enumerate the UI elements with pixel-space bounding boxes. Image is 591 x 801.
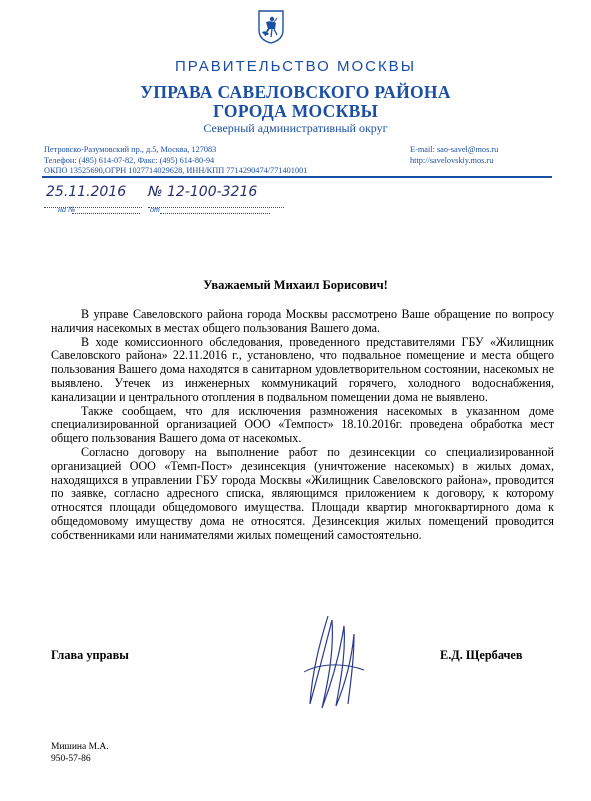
- paragraph-1: В управе Савеловского района города Москвы рассмотрено Ваше обращение по вопросу наличия насекомых в местах общего пользования Вашего дома.: [51, 307, 554, 335]
- paragraph-2: В ходе комиссионного обследования, проведенного представителями ГБУ «Жилищник Савеловского района» 22.11.2016 г., установлено, что подвальное помещение и места общего пользования Вашего дома находятся в санитарном удовлетворительном состоянии, насекомых не выявлено. Утечек из инженерных коммуникаций горячего, холодного водоснабжения, канализации и центрального отопления в подвальном помещении дома не выявлено.: [51, 334, 554, 404]
- executor-name: Мишина М.А.: [51, 742, 109, 752]
- executor-phone: 950-57-86: [51, 754, 91, 764]
- header-divider: [42, 176, 552, 178]
- paragraph-3: Также сообщаем, что для исключения размножения насекомых в указанном доме специализированной организацией ООО «Темпост» 18.10.2016г. проведена обработка мест общего пользования Вашего дома от насекомых.: [51, 403, 554, 446]
- email: E-mail: sao-savel@mos.ru: [410, 145, 499, 154]
- address: Петровско-Разумовский пр., д.5, Москва, 127083: [44, 145, 217, 154]
- reference-from: от: [150, 205, 160, 214]
- paragraph-4: Согласно договору на выполнение работ по дезинсекции со специализированной организацией ООО «Темп-Пост» дезинсекция (уничтожение насекомых) в жилых домах, находящихся в управлении ГБУ города Москвы «Жилищник Савеловского района», проводится по заявке, согласно адресного списка, являющимся приложением к договору, к которому относятся площади общедомового имущества. Площади квартир многоквартирного дома к общедомовому имуществу дома не относятся. Дезинсекция жилых помещений проводится собственниками или нанимателями жилых помещений самостоятельно.: [51, 444, 554, 542]
- registration-date: 25.11.2016: [46, 184, 127, 200]
- organization-name-line-2: ГОРОДА МОСКВЫ: [212, 101, 379, 121]
- registration-number: № 12-100-3216: [148, 184, 258, 200]
- organization-name: [0, 83, 591, 121]
- signature: [298, 612, 370, 712]
- contact-block-left: [44, 145, 307, 177]
- moscow-coat-of-arms-icon: [258, 10, 284, 44]
- government-title: ПРАВИТЕЛЬСТВО МОСКВЫ: [175, 58, 416, 75]
- greeting: Уважаемый Михаил Борисович!: [203, 278, 388, 292]
- executor-info: [51, 741, 109, 765]
- phone-fax: Телефон: (495) 614-07-82, Факс: (495) 614-80-94: [44, 155, 215, 165]
- reference-date-field: [160, 203, 270, 214]
- registration-codes: ОКПО 13525690,ОГРН 1027714029628, ИНН/КПП 7714290474/771401001: [44, 166, 308, 175]
- letter-body: [51, 308, 554, 543]
- district-name: Северный административный округ: [203, 121, 388, 135]
- website: http://savelovskiy.mos.ru: [410, 155, 494, 165]
- contact-block-right: [410, 145, 498, 166]
- signatory-name: Е.Д. Щербачев: [440, 648, 523, 662]
- reference-number-field: [72, 203, 140, 214]
- signatory-title: Глава управы: [51, 648, 129, 662]
- reference-prefix: на №: [58, 205, 76, 214]
- organization-name-line-1: УПРАВА САВЕЛОВСКОГО РАЙОНА: [140, 82, 451, 102]
